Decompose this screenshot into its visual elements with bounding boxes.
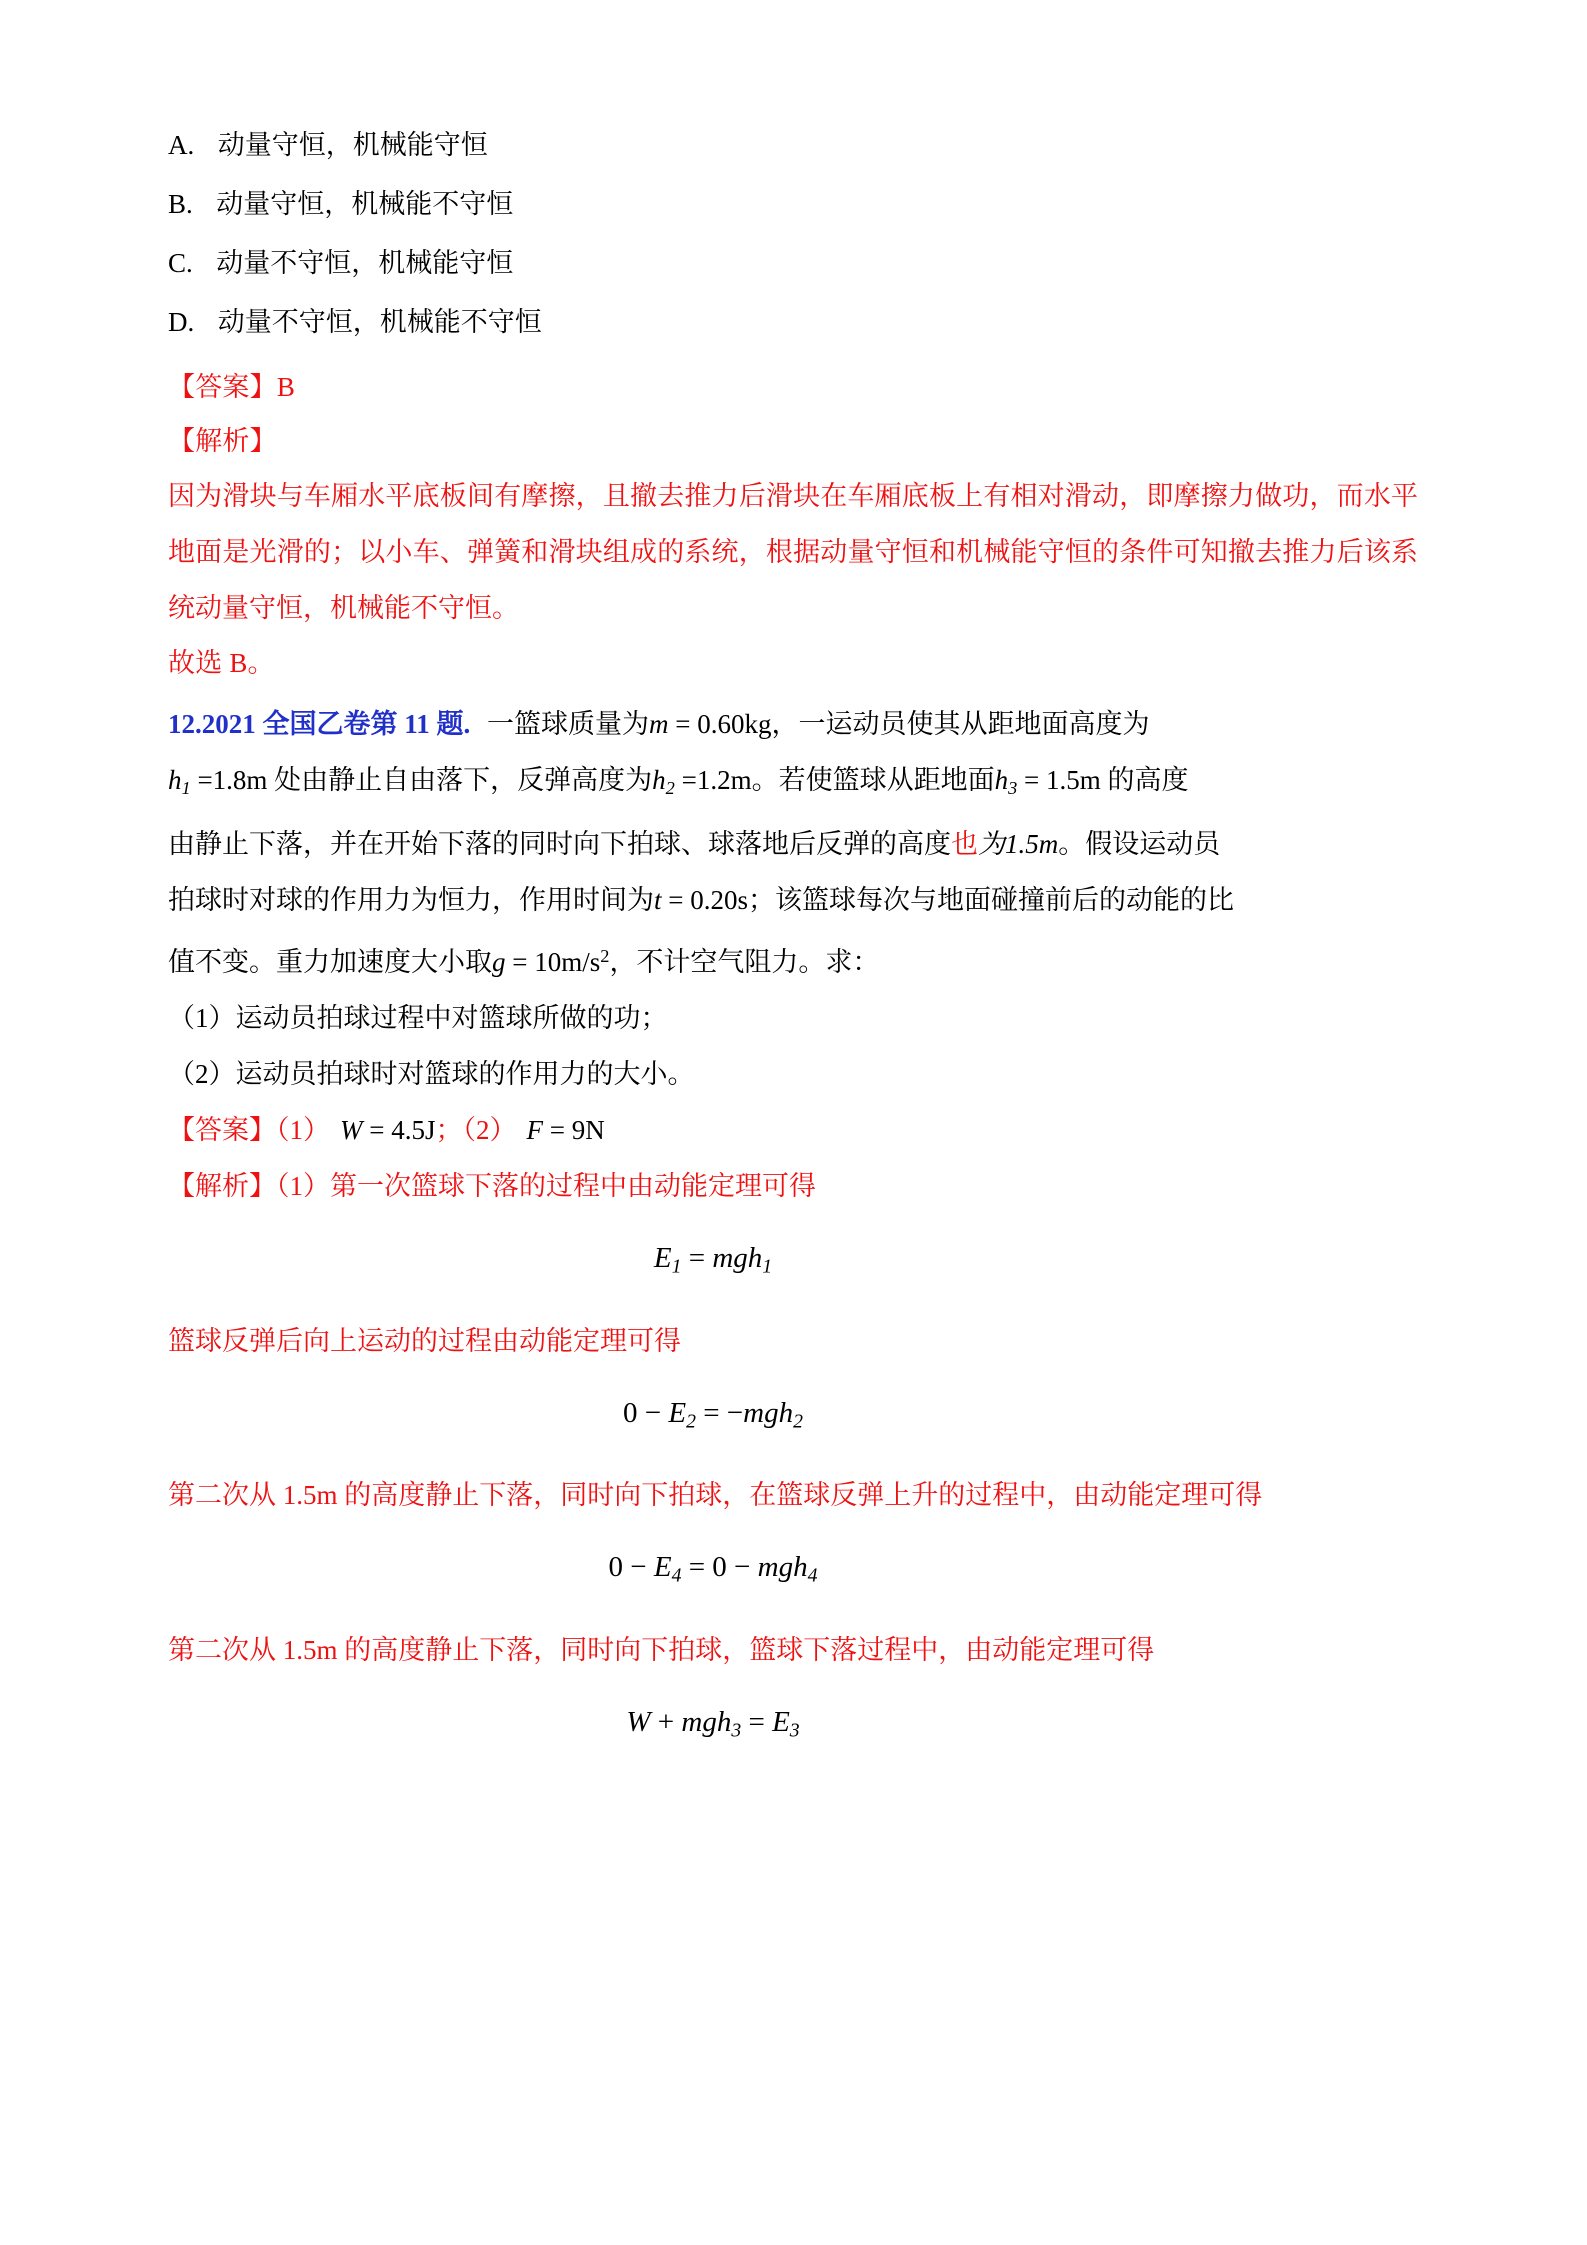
q12-line-2 [168, 752, 1418, 816]
option-row-c [168, 236, 1418, 290]
q12-answer-force-formula: F = 9N [526, 1115, 605, 1146]
q12-answer-tag-1: （1） [276, 1115, 330, 1146]
equation-3-formula: $0 - E_4 = 0 - mgh_4$ [608, 1551, 818, 1587]
q12-h1-formula: $h_1 =1.8m$ [168, 765, 268, 799]
q12-line3-a: 由静止下落，并在开始下落的同时向下拍球、球落地后反弹的高度 [168, 829, 951, 860]
q12-analysis-step-3: 第二次从 1.5m 的高度静止下落，同时向下拍球，在篮球反弹上升的过程中，由动能定理可得 [168, 1480, 1263, 1511]
q12-line4-a: 拍球时对球的作用力为恒力，作用时间为 [168, 885, 654, 916]
option-row-a [168, 118, 1418, 172]
q11-analysis-label: 【解析】 [168, 426, 277, 456]
q12-line5-a: 值不变。重力加速度大小取 [168, 947, 492, 978]
q12-line3-highlight-char: 也 [951, 829, 978, 860]
q12-analysis-step-2 [168, 1313, 1418, 1369]
option-text-a: 动量守恒，机械能守恒 [217, 130, 488, 160]
q12-analysis-step4-text: 第二次从 1.5m 的高度静止下落，同时向下拍球，篮球下落过程中，由动能定理可得 [168, 1634, 1155, 1665]
q12-line2-text-b: 。若使篮球从距地面 [751, 765, 995, 795]
q12-answer-label: 【答案】 [168, 1115, 276, 1146]
q12-h3-formula: $h_3 = 1.5m$ [994, 765, 1101, 799]
q12-answer-line [168, 1102, 1418, 1158]
q12-line3-height: 为1.5m [978, 829, 1059, 860]
q11-answer-label: 【答案】 [168, 372, 277, 402]
equation-1-formula: $E_1 = mgh_1$ [653, 1242, 773, 1278]
equation-3 [168, 1537, 1418, 1606]
q12-gravity-formula: $g = 10m/s^2$ [492, 946, 610, 978]
option-label-a: A. [168, 130, 195, 160]
option-label-c: C. [168, 248, 193, 278]
q12-analysis-label: 【解析】 [168, 1171, 276, 1202]
option-text-d: 动量不守恒，机械能不守恒 [217, 307, 542, 337]
option-row-d [168, 295, 1418, 349]
option-text-b: 动量守恒，机械能不守恒 [216, 189, 514, 219]
q12-line-5 [168, 928, 1418, 990]
q11-answer-line [168, 360, 1418, 414]
q11-answer-value: B [276, 372, 296, 402]
q12-answer-separator: ； [435, 1115, 463, 1146]
q11-analysis-paragraph: 因为滑块与车厢水平底板间有摩擦，且撤去推力后滑块在车厢底板上有相对滑动，即摩擦力做功，而水平地面是光滑的；以小车、弹簧和滑块组成的系统，根据动量守恒和机械能守恒的条件可知撤去推力后该系统动量守恒，机械能不守恒。 [168, 481, 1418, 623]
q11-conclusion: 故选 B。 [168, 648, 275, 678]
q12-line-4 [168, 872, 1418, 928]
q12-line-3 [168, 816, 1418, 872]
q11-conclusion-line [168, 636, 1418, 690]
q12-header-line [168, 696, 1418, 752]
q12-time-formula: t = 0.20s [654, 885, 748, 916]
q12-analysis-step2-text: 篮球反弹后向上运动的过程由动能定理可得 [168, 1325, 681, 1356]
q12-source-header: 12.2021 全国乙卷第 11 题. [168, 709, 471, 739]
q12-analysis-step-4 [168, 1622, 1418, 1678]
q12-subquestion-1: （1）运动员拍球过程中对篮球所做的功； [168, 1003, 668, 1034]
q12-line2-text-a: 处由静止自由落下，反弹高度为 [274, 765, 653, 795]
q12-answer-tag-2: （2） [462, 1115, 517, 1146]
option-text-c: 动量不守恒，机械能守恒 [216, 248, 514, 278]
equation-4-formula: $W + mgh_3 = E_3$ [626, 1705, 800, 1742]
q12-analysis-step1-text: 第一次篮球下落的过程中由动能定理可得 [330, 1171, 816, 1202]
q12-stem-part2: ，一运动员使其从距地面高度为 [771, 709, 1150, 739]
q12-line3-c: 。假设运动员 [1058, 829, 1221, 860]
q12-h2-formula: $h_2 =1.2m$ [652, 765, 752, 799]
q12-subquestion-2: （2）运动员拍球时对篮球的作用力的大小。 [168, 1059, 695, 1090]
equation-1 [168, 1228, 1418, 1297]
q12-analysis-step1-tag: （1） [276, 1171, 330, 1202]
q12-mass-formula: m = 0.60kg [649, 709, 772, 739]
q12-stem-part1: 一篮球质量为 [487, 709, 650, 739]
q12-line5-b: ，不计空气阻力。求： [609, 947, 880, 978]
q12-analysis-step-1 [168, 1158, 1418, 1214]
option-row-b [168, 177, 1418, 231]
equation-2 [168, 1383, 1418, 1452]
page-content [168, 118, 1418, 1776]
q12-line2-text-c: 的高度 [1107, 765, 1189, 795]
option-label-b: B. [168, 189, 193, 219]
option-label-d: D. [168, 307, 195, 337]
equation-2-formula: $0 - E_2 = -mgh_2$ [623, 1396, 803, 1433]
q12-answer-work-formula: W = 4.5J [340, 1115, 436, 1146]
q12-line4-b: ；该篮球每次与地面碰撞前后的动能的比 [748, 885, 1234, 916]
q11-analysis-label-line [168, 414, 1418, 468]
equation-4 [168, 1692, 1418, 1761]
